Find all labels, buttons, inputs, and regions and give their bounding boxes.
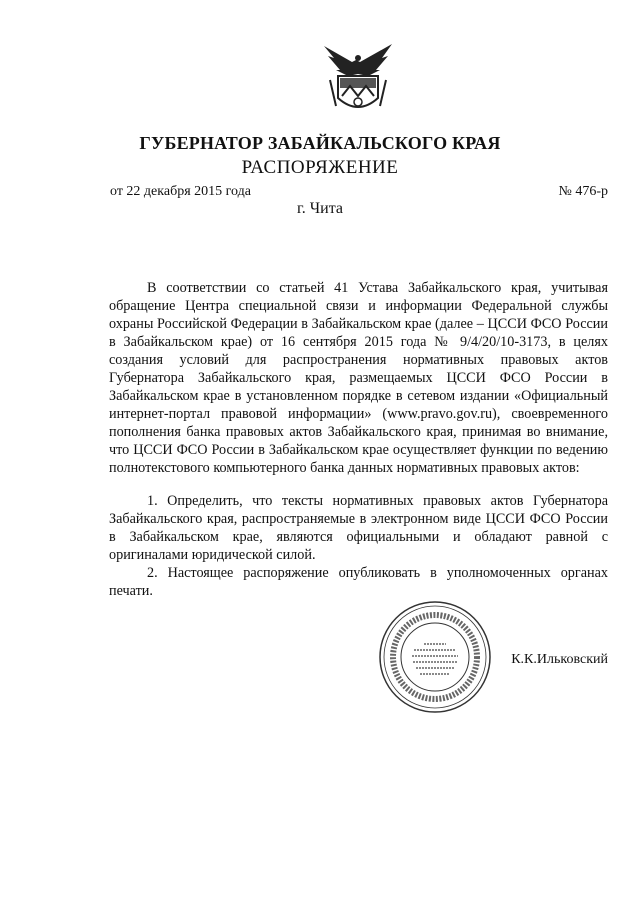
document-number: № 476-р — [558, 184, 608, 199]
official-seal-icon — [378, 600, 492, 714]
document-date: от 22 декабря 2015 года — [110, 184, 251, 199]
signatory-name: К.К.Ильковский — [511, 652, 608, 667]
item-2-paragraph: 2. Настоящее распоряжение опубликовать в уполномоченных органах печати. — [109, 565, 608, 599]
document-type: РАСПОРЯЖЕНИЕ — [241, 157, 399, 178]
preamble-block — [109, 279, 608, 477]
preamble-paragraph: В соответствии со статьей 41 Устава Забайкальского края, учитывая обращение Центра специальной связи и информации Федеральной службы охраны Российской Федерации в Забайкальском крае (далее – ЦССИ ФСО России в Забайкальском крае) от 16 сентября 2015 года № 9/4/20/10-3173, в целях создания условий для распространения нормативных правовых актов Губернатора Забайкальского края, размещаемых ЦССИ ФСО России в Забайкальском крае в установленном порядке в сетевом издании «Официальный интернет-портал правовой информации» (www.pravo.gov.ru), своевременного пополнения банка правовых актов Забайкальского края, принимая во внимание, что ЦССИ ФСО России в Забайкальском крае осуществляет функции по ведению полнотекстового компьютерного банка данных нормативных правовых актов: — [109, 280, 608, 476]
governor-title: ГУБЕРНАТОР ЗАБАЙКАЛЬСКОГО КРАЯ — [139, 133, 501, 153]
coat-of-arms-icon — [322, 40, 394, 116]
item-1-paragraph: 1. Определить, что тексты нормативных правовых актов Губернатора Забайкальского края, распространяемые в электронном виде ЦССИ ФСО России в Забайкальском крае, являются официальными и обладают равной с оригиналами юридической силой. — [109, 493, 608, 563]
document-city: г. Чита — [296, 200, 343, 217]
decision-items — [109, 492, 608, 600]
